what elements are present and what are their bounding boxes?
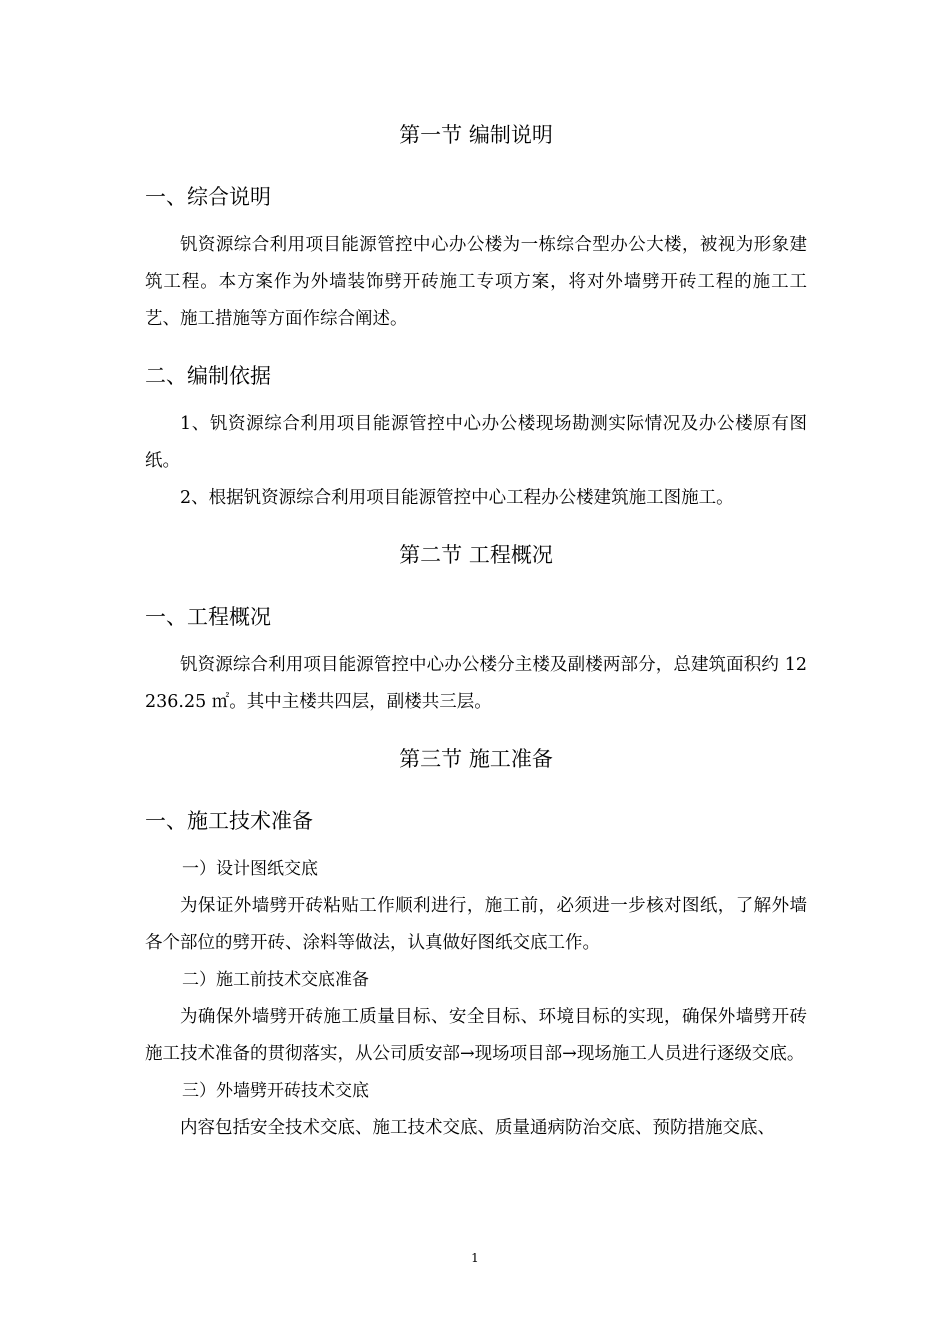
heading-project-overview: 一、工程概况 xyxy=(145,605,271,629)
heading-basis: 二、编制依据 xyxy=(145,364,271,388)
paragraph-project-overview: 钒资源综合利用项目能源管控中心办公楼分主楼及副楼两部分，总建筑面积约 12236.25 ㎡。其中主楼共四层，副楼共三层。 xyxy=(145,655,807,712)
paragraph-drawing-briefing: 为保证外墙劈开砖粘贴工作顺利进行，施工前，必须进一步核对图纸，了解外墙各个部位的劈开砖、涂料等做法，认真做好图纸交底工作。 xyxy=(145,896,807,953)
page-number: 1 xyxy=(471,1251,479,1265)
section-1-title: 第一节 编制说明 xyxy=(399,123,553,147)
paragraph-pre-construction-briefing: 为确保外墙劈开砖施工质量目标、安全目标、环境目标的实现，确保外墙劈开砖施工技术准备的贯彻落实，从公司质安部→现场项目部→现场施工人员进行逐级交底。 xyxy=(145,1007,807,1064)
subheading-tile-technical-briefing: 三）外墙劈开砖技术交底 xyxy=(182,1081,369,1101)
subheading-pre-construction-briefing: 二）施工前技术交底准备 xyxy=(182,970,369,990)
paragraph-tile-technical-briefing: 内容包括安全技术交底、施工技术交底、质量通病防治交底、预防措施交底、 xyxy=(180,1118,775,1138)
heading-technical-preparation: 一、施工技术准备 xyxy=(145,809,313,833)
paragraph-basis-2: 2、根据钒资源综合利用项目能源管控中心工程办公楼建筑施工图施工。 xyxy=(180,488,734,508)
paragraph-general-description: 钒资源综合利用项目能源管控中心办公楼为一栋综合型办公大楼，被视为形象建筑工程。本方案作为外墙装饰劈开砖施工专项方案，将对外墙劈开砖工程的施工工艺、施工措施等方面作综合阐述。 xyxy=(145,235,807,329)
subheading-drawing-briefing: 一）设计图纸交底 xyxy=(182,859,318,879)
heading-general-description: 一、综合说明 xyxy=(145,185,271,209)
paragraph-basis-1: 1、钒资源综合利用项目能源管控中心办公楼现场勘测实际情况及办公楼原有图纸。 xyxy=(145,414,807,471)
section-3-title: 第三节 施工准备 xyxy=(399,747,553,771)
page-content xyxy=(145,115,807,1147)
section-2-title: 第二节 工程概况 xyxy=(399,543,553,567)
